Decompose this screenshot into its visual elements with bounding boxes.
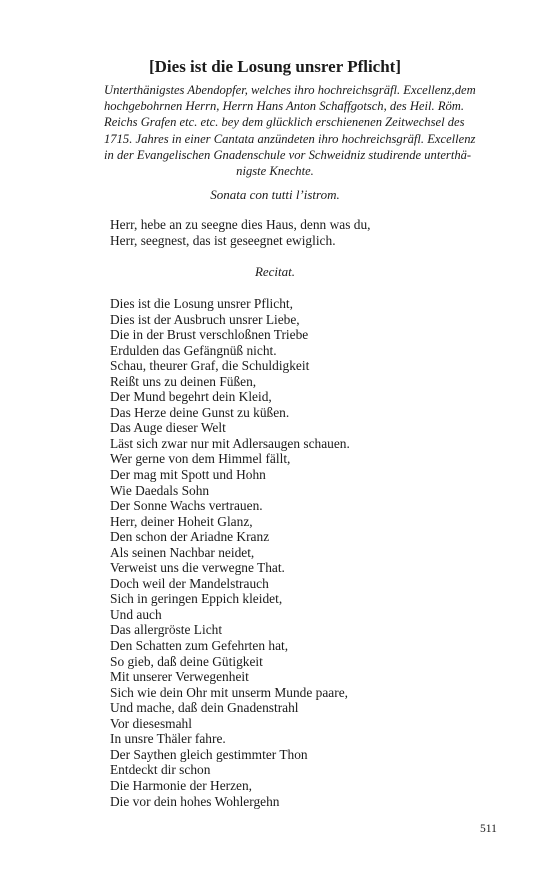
verse-line: Doch weil der Mandelstrauch <box>110 575 269 591</box>
preface-line: Unterthänigstes Abendopfer, welches ihro hochreichsgräfl. Excellenz,dem <box>104 83 476 97</box>
verse-line: Der Sonne Wachs vertrauen. <box>110 498 263 514</box>
verse-line: Vor diesesmahl <box>110 715 192 731</box>
verse-line: Die in der Brust verschloßnen Triebe <box>110 327 309 343</box>
opening-verse <box>110 217 371 248</box>
recitat-heading: Recitat. <box>254 264 296 279</box>
verse-line: Entdeckt dir schon <box>110 762 211 778</box>
verse-line: Und auch <box>110 606 162 622</box>
verse-line: Den Schatten zum Gefehrten hat, <box>110 638 289 654</box>
sonata-heading: Sonata con tutti l’istrom. <box>210 187 340 202</box>
preface-line: Reichs Grafen etc. etc. bey dem glücklich erschienenen Zeitwechsel des <box>104 115 465 130</box>
verse-line: Mit unserer Verwegenheit <box>110 669 249 685</box>
preface-line: hochgebohrnen Herrn, Herrn Hans Anton Schaffgotsch, des Heil. Röm. <box>104 99 465 114</box>
verse-line: Das Auge dieser Welt <box>110 420 226 436</box>
verse-line: Herr, seegnest, das ist geseegnet ewiglich. <box>110 232 336 248</box>
verse-line: Wer gerne von dem Himmel fällt, <box>110 451 291 467</box>
verse-line: So gieb, daß deine Gütigkeit <box>110 653 263 669</box>
verse-line: Dies ist die Losung unsrer Pflicht, <box>110 296 293 311</box>
verse-line: Der Saythen gleich gestimmter Thon <box>110 746 308 762</box>
verse-line: Die Harmonie der Herzen, <box>110 777 253 793</box>
verse-line: Erdulden das Gefängnüß nicht. <box>110 342 277 358</box>
verse-line: Herr, hebe an zu seegne dies Haus, denn was du, <box>110 217 371 232</box>
verse-line: Als seinen Nachbar neidet, <box>110 544 255 560</box>
recitat-text <box>110 296 350 809</box>
verse-line: Wie Daedals Sohn <box>110 482 210 498</box>
dedication-preface <box>104 82 476 179</box>
verse-line: Das allergröste Licht <box>110 622 223 638</box>
verse-line: Schau, theurer Graf, die Schuldigkeit <box>110 358 310 374</box>
page-number: 511 <box>480 823 497 835</box>
verse-line: Das Herze deine Gunst zu küßen. <box>110 404 290 420</box>
verse-line: In unsre Thäler fahre. <box>110 731 226 747</box>
verse-line: Läst sich zwar nur mit Adlersaugen schauen. <box>110 435 350 451</box>
verse-line: Der mag mit Spott und Hohn <box>110 467 266 483</box>
verse-line: Herr, deiner Hoheit Glanz, <box>110 513 253 529</box>
verse-line: Und mache, daß dein Gnadenstrahl <box>110 700 299 716</box>
verse-line: Dies ist der Ausbruch unsrer Liebe, <box>110 311 300 327</box>
verse-line: Verweist uns die verwegne That. <box>110 560 285 576</box>
verse-line: Die vor dein hohes Wohlergehn <box>110 793 280 809</box>
page-title: [Dies ist die Losung unsrer Pflicht] <box>148 57 402 76</box>
verse-line: Sich wie dein Ohr mit unserm Munde paare, <box>110 684 348 700</box>
verse-line: Den schon der Ariadne Kranz <box>110 529 270 545</box>
verse-line: Der Mund begehrt dein Kleid, <box>110 389 272 405</box>
verse-line: Sich in geringen Eppich kleidet, <box>110 591 283 607</box>
preface-line: nigste Knechte. <box>236 164 314 179</box>
preface-line: in der Evangelischen Gnadenschule vor Schweidniz studirende unterthä- <box>104 147 472 162</box>
verse-line: Reißt uns zu deinen Füßen, <box>110 373 257 389</box>
preface-line: 1715. Jahres in einer Cantata anzündeten ihro hochreichsgräfl. Excellenz <box>104 131 476 146</box>
